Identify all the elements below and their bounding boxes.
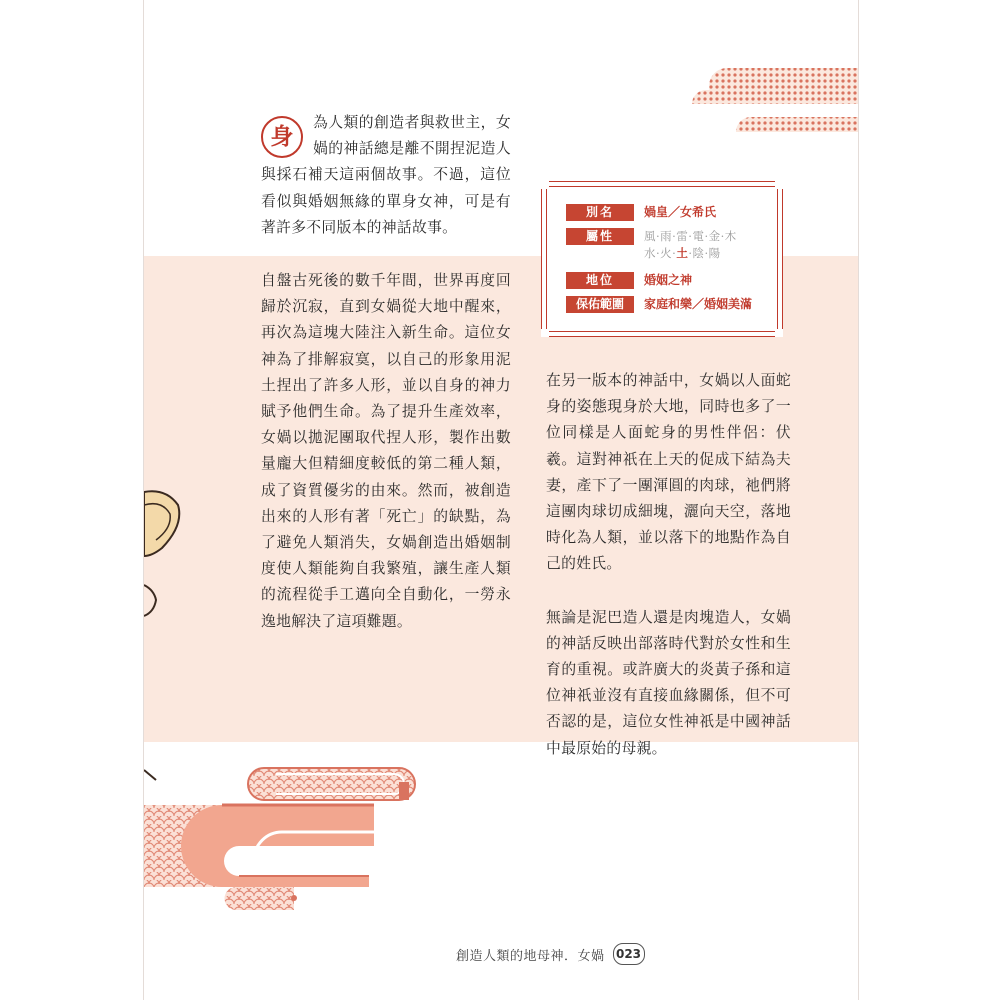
left-column — [261, 110, 511, 635]
protect-label: 保佑範圍 — [566, 296, 634, 313]
alias-value: 媧皇／女希氏 — [644, 205, 717, 219]
info-row-attribute — [566, 228, 764, 262]
info-row-protect — [566, 296, 752, 313]
body-paragraph: 無論是泥巴造人還是肉塊造人，女媧的神話反映出部落時代對於女性和生育的重視。或許廣大的炎黃子孫和這位神祇並沒有直接血緣關係，但不可否認的是，這位女性神祇是中國神話中最原始的母親。 — [546, 608, 791, 757]
info-row-status — [566, 272, 692, 289]
footer-title: 創造人類的地母神．女媧 — [456, 948, 605, 964]
body-paragraph: 自盤古死後的數千年間，世界再度回歸於沉寂，直到女媧從大地中醒來，再次為這塊大陸注入新生命。這位女神為了排解寂寞，以自己的形象用泥土捏出了許多人形，並以自身的神力賦予他們生命。為了提升生產效率，女媧以拋泥團取代捏人形，製作出數量龐大但精細度較低的第二種人類，成了資質優劣的由來。然而，被創造出來的人形有著「死亡」的缺點，為了避免人類消失，女媧創造出婚姻制度使人類能夠自我繁殖，讓生產人類的流程從手工邁向全自動化，一勞永逸地解決了這項難題。 — [261, 272, 511, 630]
right-column — [546, 368, 791, 762]
status-label: 地位 — [566, 272, 634, 289]
info-box-corner — [775, 329, 783, 337]
body-paragraph: 在另一版本的神話中，女媧以人面蛇身的姿態現身於大地，同時也多了一位同樣是人面蛇身的男性伴侶：伏羲。這對神祇在上天的促成下結為夫妻，產下了一團渾圓的肉球，祂們將這團肉球切成細塊，灑向天空，落地時化為人類，並以落下的地點作為自己的姓氏。 — [546, 372, 791, 573]
book-page — [143, 0, 859, 1000]
cloud-top-right — [692, 68, 858, 132]
creature-left-edge — [144, 491, 179, 780]
attribute-label: 屬性 — [566, 228, 634, 245]
alias-label: 別名 — [566, 204, 634, 221]
info-row-alias — [566, 204, 716, 221]
protect-value: 家庭和樂／婚姻美滿 — [644, 297, 753, 311]
status-value: 婚姻之神 — [644, 273, 693, 287]
intro-paragraph: 身 為人類的創造者與救世主，女媧的神話總是離不開捏泥造人與採石補天這兩個故事。不過，這位看似與婚姻無緣的單身女神，可是有著許多不同版本的神話故事。 — [261, 114, 511, 236]
attribute-line-2: 水·火·土·陰·陽 — [644, 246, 721, 260]
page-footer — [456, 943, 645, 965]
info-box — [541, 181, 783, 337]
page-number: 023 — [613, 943, 645, 965]
info-box-corner — [775, 181, 783, 189]
attribute-highlight: 土 — [676, 246, 689, 260]
info-box-corner — [541, 329, 549, 337]
attribute-line-1: 風·雨·雷·電·金·木 — [644, 229, 737, 243]
dropcap: 身 — [261, 116, 303, 158]
attribute-value — [644, 228, 764, 262]
cloud-bottom-left — [144, 768, 415, 910]
info-box-corner — [541, 181, 549, 189]
